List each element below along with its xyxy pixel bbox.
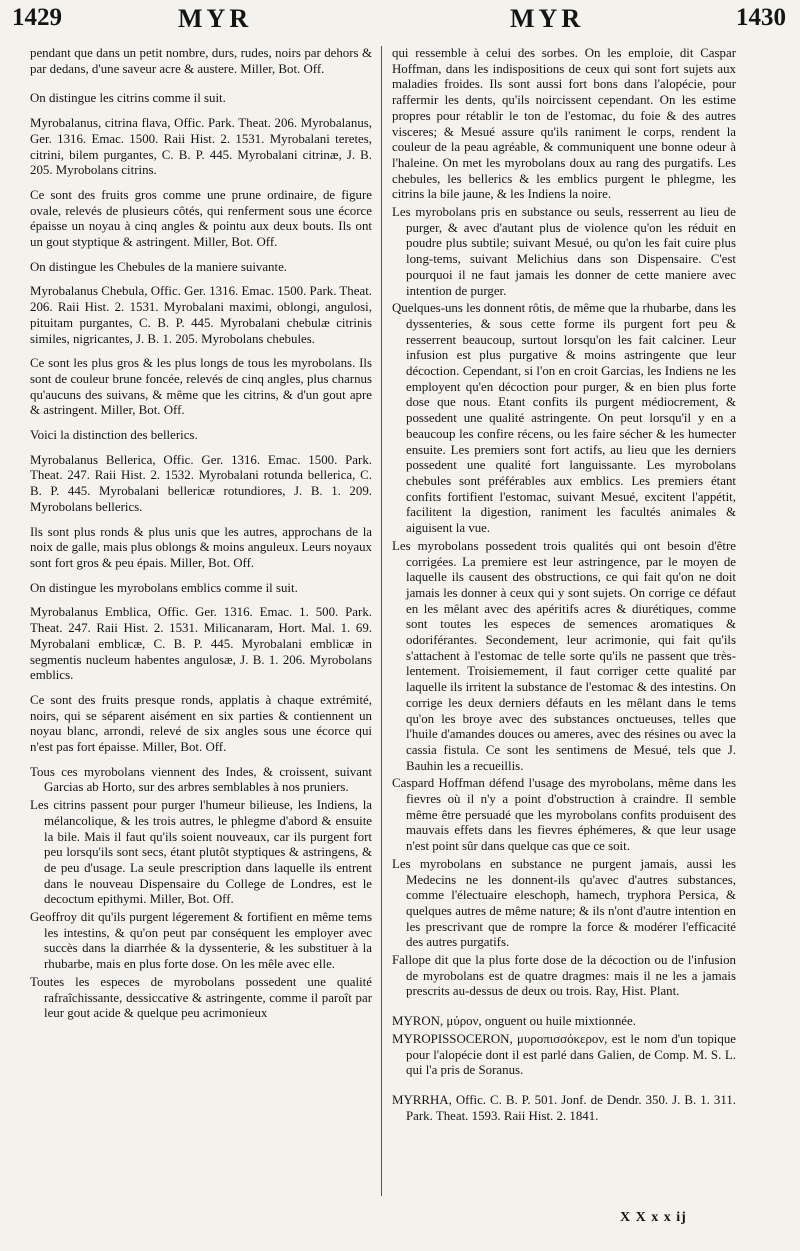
paragraph: pendant que dans un petit nombre, durs, rudes, noirs par dehors & par dedans, d'une saveur acre & austere. Miller, Bot. Off. bbox=[30, 46, 372, 76]
paragraph: Quelques-uns les donnent rôtis, de même que la rhubarbe, dans les dyssenteries, & sous cette forme ils purgent fort peu & resserrent beaucoup, surtout lorsqu'on les fait calciner. Leur infusion est plus purgative & moins astringente que leur décoction. Cependant, si l'on en croit Garcias, les Indiens ne les employent qu'en décoction pour purger, & en bien plus forte dose que nous. Etant confits ils purgent médiocrement, & possedent une qualité astringente. On peut lorsqu'il y en a beaucoup les confire récens, ou les faire sécher & les humecter ensuite. Les premiers sont fort actifs, au lieu que les derniers possedent une qualité fort languissante. Les myrobolans chebules sont préférables aux emblics. Les premiers étant confits fortifient l'estomac, suivant Mesué, excitent l'appétit, facilitent la digestion, raniment les facultés animales & aiguisent la vue. bbox=[392, 301, 736, 536]
paragraph: Ce sont des fruits presque ronds, applatis à chaque extrémité, noirs, qui se séparent aisément en six parties & contiennent un noyau blanc, arrondi, relevé de six angles sous une écorce qui n'est pas fort épaisse. Miller, Bot. Off. bbox=[30, 692, 372, 755]
paragraph: Toutes les especes de myrobolans possedent une qualité rafraîchissante, dessiccative & astringente, comme il paroît par leur gout acide & quelque peu acrimonieux bbox=[30, 974, 372, 1021]
signature-mark: X X x x ij bbox=[620, 1210, 687, 1225]
page-number-left: 1429 bbox=[12, 4, 62, 31]
paragraph: Les myrobolans possedent trois qualités qui ont besoin d'être corrigées. La premiere est leur astringence, par le moyen de laquelle ils causent des obstructions, ce qui fait qu'on ne doit jamais les donner à ceux qui y sont sujets. On corrige ce défaut en les mêlant avec des apéritifs acres & diurétiques, comme sont toutes les especes de semences aromatiques & odoriférantes. Secondement, leur acrimonie, qui fait qu'ils s'attachent à l'estomac de telle sorte qu'ils ne passent que très-lentement. Troisiemement, il faut corriger cette qualité par laquelle ils irritent la substance de l'estomac & des intestins. On corrige les deux derniers défauts en les mêlant dans le tems qu'on les broye avec des substances onctueuses, telles que l'huile d'amandes douces ou ameres, avec des résines ou avec la cassia fistula. Ce sont les sentimens de Mesué, tels que J. Bauhin les a recueillis. bbox=[392, 538, 736, 773]
entry-myrrha: MYRRHA, Offic. C. B. P. 501. Jonf. de Dendr. 350. J. B. 1. 311. Park. Theat. 1593. Raii Hist. 2. 1841. bbox=[392, 1093, 736, 1123]
right-column bbox=[392, 46, 736, 1126]
running-head-left: MYR bbox=[178, 4, 253, 33]
paragraph: Fallope dit que la plus forte dose de la décoction ou de l'infusion de myrobolans est de quatre dragmes: mais il ne les a jamais prescrits au-dessus de deux ou trois. Ray, Hist. Plant. bbox=[392, 953, 736, 999]
paragraph: Ce sont des fruits gros comme une prune ordinaire, de figure ovale, relevés de plusieurs côtés, qui renferment sous une écorce épaisse un noyau à cinq angles & pointu aux deux bouts. Ils ont un gout styptique & astringent. Miller, Bot. Off. bbox=[30, 187, 372, 250]
running-head-right: MYR bbox=[510, 4, 585, 33]
paragraph: Myrobalanus Bellerica, Offic. Ger. 1316. Emac. 1500. Park. Theat. 247. Raii Hist. 2. 1532. Myrobalani rotunda bellerica, C. B. P. 445. Myrobalani bellericæ rotundiores, J. B. 1. 209. Myrobolans bellerics. bbox=[30, 452, 372, 514]
page-number-right: 1430 bbox=[736, 4, 786, 31]
paragraph: qui ressemble à celui des sorbes. On les emploie, dit Caspar Hoffman, dans les indispositions de ceux qui sont fort sujets aux maladies froides. Ils sont aussi fort bons dans l'alopécie, pour raffermir les dents, qu'ils noircissent cependant. On les estime propres pour rétablir le ton de l'estomac, du foie & des autres visceres; & Mesué assure qu'ils raniment le corps, rendent la couleur de la peau agréable, & communiquent une bonne odeur à l'haleine. On met les myrobolans doux au rang des purgatifs. Les chebules, les bellerics & les emblics purgent le phlegme, les citrins la bile jaune, & les Indiens la noire. bbox=[392, 46, 736, 202]
paragraph: Myrobalanus, citrina flava, Offic. Park. Theat. 206. Myrobalanus, Ger. 1316. Emac. 1500. Raii Hist. 2. 1531. Myrobalani teretes, citrini, bilem purgantes, C. B. P. 445. Myrobalani citrinæ, J. B. 205. Myrobolans citrins. bbox=[30, 116, 372, 178]
paragraph: Tous ces myrobolans viennent des Indes, & croissent, suivant Garcias ab Horto, sur des arbres semblables à nos pruniers. bbox=[30, 764, 372, 795]
paragraph: Les myrobolans en substance ne purgent jamais, aussi les Medecins ne les donnent-ils qu'avec d'autres substances, comme l'électuaire eleschoph, hamech, tryphora Persica, & quelques autres de même nature; & ils n'ont d'autre intention en les prescrivant que de rompre la force & modérer l'efficacité des autres purgatifs. bbox=[392, 856, 736, 950]
paragraph: On distingue les citrins comme il suit. bbox=[30, 91, 226, 106]
page-header bbox=[0, 4, 800, 38]
paragraph: Caspard Hoffman défend l'usage des myrobolans, même dans les fievres où il n'y a point d'obstruction à craindre. Il semble même être persuadé que les myrobolans confits produisent des mauvais effets dans les fievres éphémeres, & que leur usage n'est point sûr dans quelque cas que ce soit. bbox=[392, 776, 736, 854]
paragraph: Ce sont les plus gros & les plus longs de tous les myrobolans. Ils sont de couleur brune foncée, relevés de cinq angles, plus charnus qu'aucuns des suivans, & même que les citrins, & d'un gout apre & astringent. Miller, Bot. Off. bbox=[30, 356, 372, 418]
paragraph: Myrobalanus Chebula, Offic. Ger. 1316. Emac. 1500. Park. Theat. 206. Raii Hist. 2. 1531. Myrobalani maximi, oblongi, angulosi, pituitam purgantes, C. B. P. 445. Myrobalani chebulæ citrinis similes, nigricantes, J. B. 1. 205. Myrobolans chebules. bbox=[30, 284, 372, 346]
paragraph: Myrobalanus Emblica, Offic. Ger. 1316. Emac. 1. 500. Park. Theat. 247. Raii Hist. 2. 1531. Milicanaram, Hort. Mal. 1. 69. Myrobalani emblicæ, C. B. P. 445. Myrobalani emblicæ in segmentis nucleum habentes angulosæ, J. B. 1. 206. Myrobolans emblics. bbox=[30, 605, 372, 683]
column-rule bbox=[381, 46, 382, 1196]
left-column bbox=[30, 46, 372, 1024]
paragraph: On distingue les myrobolans emblics comme il suit. bbox=[30, 580, 298, 595]
entry-myron: MYRON, μύρον, onguent ou huile mixtionnée. bbox=[392, 1014, 636, 1029]
paragraph: Les myrobolans pris en substance ou seuls, resserrent au lieu de purger, & avec d'autant plus de violence qu'on les réduit en poudre plus subtile; suivant Mesué, ou qu'on les fait cuire plus long-tems, suivant Melichius dans son Dispensaire. C'est pourquoi il ne faut jamais les donner de cette maniere avec intention de purger. bbox=[392, 205, 736, 298]
paragraph: Ils sont plus ronds & plus unis que les autres, approchans de la noix de galle, mais plus oblongs & moins anguleux. Leurs noyaux sont fort gros & peu épais. Miller, Bot. Off. bbox=[30, 524, 372, 570]
paragraph: Les citrins passent pour purger l'humeur bilieuse, les Indiens, la mélancolique, & les trois autres, le phlegme d'abord & ensuite la bile. Mais il faut qu'ils soient nouveaux, car ils purgent fort peu lorsqu'ils sont secs, étant plutôt styptiques & astringens, & de peu d'usage. La seule prescription dans laquelle ils entrent dans le nouveau Dispensaire du College de Londres, est le decoctum epithymi. Miller, Bot. Off. bbox=[30, 798, 372, 907]
paragraph: Voici la distinction des bellerics. bbox=[30, 428, 198, 443]
entry-myropissoceron: MYROPISSOCERON, μυροπισσόκερον, est le nom d'un topique pour l'alopécie dont il est parlé dans Galien, de Comp. M. S. L. qui l'a pris de Soranus. bbox=[392, 1031, 736, 1078]
paragraph: On distingue les Chebules de la maniere suivante. bbox=[30, 259, 288, 274]
paragraph: Geoffroy dit qu'ils purgent légerement & fortifient en même tems les intestins, & qu'on peut par conséquent les employer avec succès dans la diarrhée & la dyssenterie, & les substituer à la rhubarbe, mais en plus forte dose. On les mêle avec elle. bbox=[30, 910, 372, 972]
